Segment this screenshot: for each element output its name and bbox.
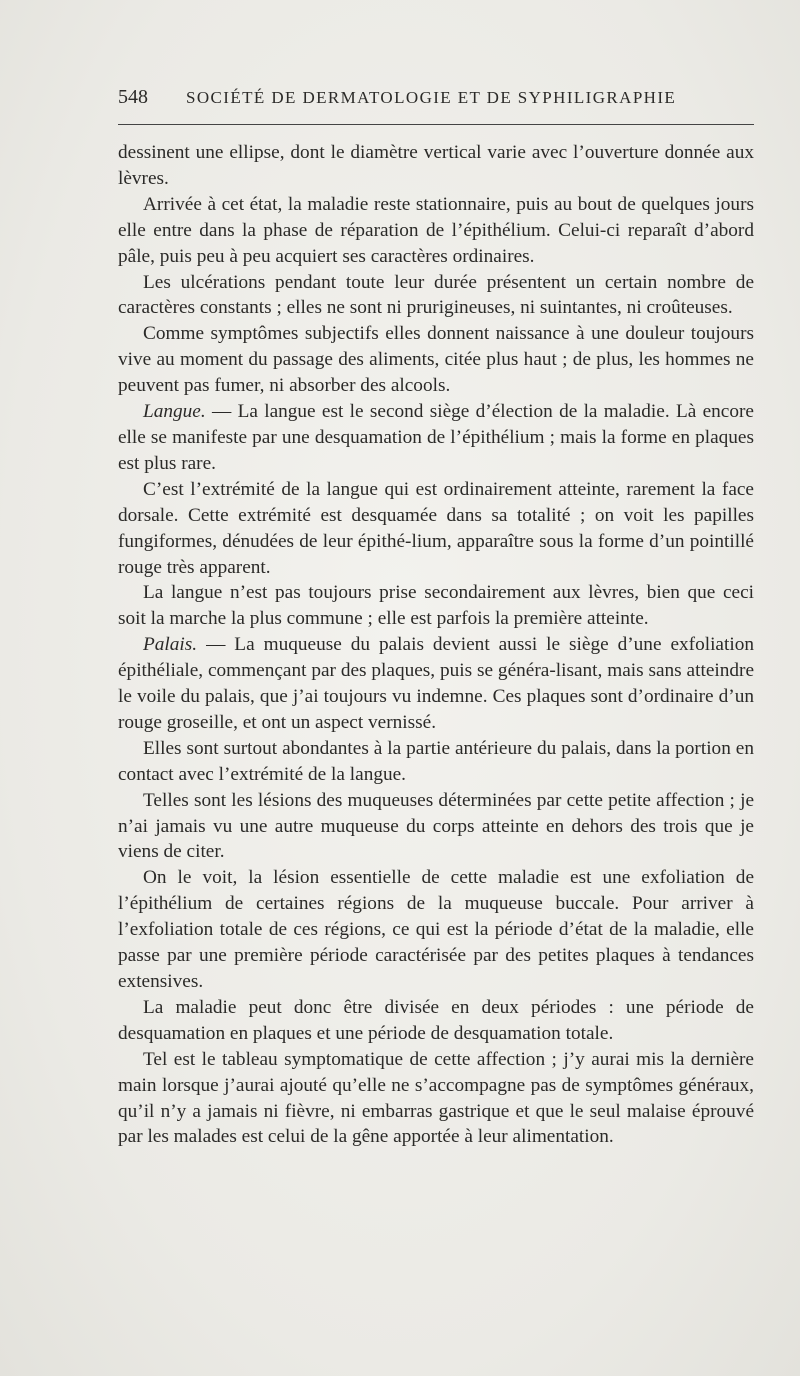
page-header bbox=[118, 86, 754, 114]
paragraph-symptomatic-table: Tel est le tableau symptomatique de cette affection ; j’y aurai mis la dernière main lorsque j’aurai ajouté qu’elle ne s’accompagne pas de symptômes généraux, qu’il n’y a jamais ni fièvre, ni embarras gastrique et que le seul malaise éprouvé par les malades est celui de la gêne apportée à leur alimentation. bbox=[118, 1048, 754, 1148]
running-title: SOCIÉTÉ DE DERMATOLOGIE ET DE SYPHILIGRAPHIE bbox=[186, 88, 677, 107]
section-lead-palais: Palais. bbox=[143, 634, 198, 656]
paragraph-continuation: dessinent une ellipse, dont le diamètre vertical varie avec l’ouverture donnée aux lèvres. bbox=[118, 142, 754, 189]
paragraph-tongue-tip: C’est l’extrémité de la langue qui est ordinairement atteinte, rarement la face dorsale. Cette extrémité est desquamée dans sa totalité ; on voit les papilles fungiformes, dénudées de leur épithé-lium, apparaître sous la forme d’un pointillé rouge très apparent. bbox=[118, 478, 754, 578]
header-rule bbox=[118, 124, 754, 125]
paragraph-palate-anterior: Elles sont surtout abondantes à la partie antérieure du palais, dans la portion en contact avec l’extrémité de la langue. bbox=[118, 737, 754, 785]
paragraph-essential-lesion: On le voit, la lésion essentielle de cette maladie est une exfoliation de l’épithélium de certaines régions de la muqueuse buccale. Pour arriver à l’exfoliation totale de ces régions, ce qui est la période d’état de la maladie, elle passe par une première période caractérisée par des petites plaques à tendances extensives. bbox=[118, 867, 754, 992]
paragraph-mucosa-lesions: Telles sont les lésions des muqueuses déterminées par cette petite affection ; je n’ai jamais vu une autre muqueuse du corps atteinte en dehors des trois que je viens de citer. bbox=[118, 789, 754, 863]
section-lead-langue: Langue. bbox=[143, 401, 206, 423]
paragraph-palais: Palais. — La muqueuse du palais devient aussi le siège d’une exfoliation épithéliale, commençant par des plaques, puis se généra-lisant, mais sans atteindre le voile du palais, que j’ai toujours vu indemne. Ces plaques sont d’ordinaire d’un rouge groseille, et ont un aspect vernissé. bbox=[118, 634, 754, 733]
paragraph-two-periods: La maladie peut donc être divisée en deux périodes : une période de desquamation en plaques et une période de desquamation totale. bbox=[118, 996, 754, 1044]
paragraph-tongue-secondary: La langue n’est pas toujours prise secondairement aux lèvres, bien que ceci soit la marche la plus commune ; elle est parfois la première atteinte. bbox=[118, 582, 754, 630]
paragraph-stationary-phase: Arrivée à cet état, la maladie reste stationnaire, puis au bout de quelques jours elle entre dans la phase de réparation de l’épithélium. Celui-ci reparaît d’abord pâle, puis peu à peu acquiert ses caractères ordinaires. bbox=[118, 193, 754, 267]
body-text bbox=[118, 140, 754, 1150]
page-number: 548 bbox=[118, 86, 148, 108]
paragraph-subjective-symptoms: Comme symptômes subjectifs elles donnent naissance à une douleur toujours vive au moment du passage des aliments, citée plus haut ; de plus, les hommes ne peuvent pas fumer, ni absorber des alcools. bbox=[118, 323, 754, 397]
paragraph-ulceration-characters: Les ulcérations pendant toute leur durée présentent un certain nombre de caractères constants ; elles ne sont ni prurigineuses, ni suintantes, ni croûteuses. bbox=[118, 271, 754, 319]
paragraph-langue: Langue. — La langue est le second siège d’élection de la maladie. Là encore elle se manifeste par une desquamation de l’épithélium ; mais la forme en plaques est plus rare. bbox=[118, 401, 754, 474]
